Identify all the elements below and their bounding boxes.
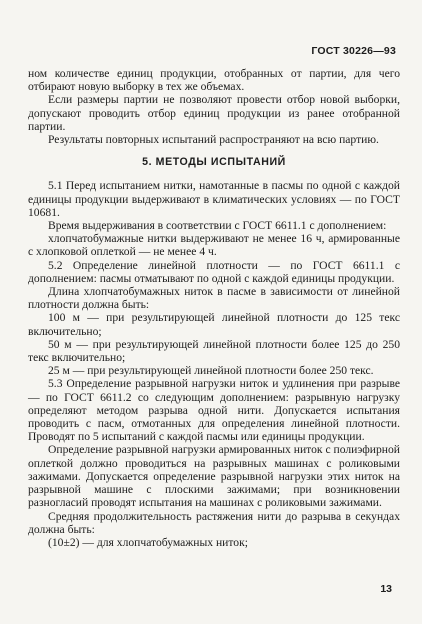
paragraph-cotton-duration: (10±2) — для хлопчатобумажных ниток;: [48, 535, 248, 549]
paragraph-conditioning-time: Время выдерживания в соответствии с ГОСТ 6611.1 с дополнением:: [48, 219, 387, 233]
paragraph-partial-lot: Если размеры партии не позволяют провести отбор новой выборки, допускают проводить отбор единиц продукции из ранее отобранной партии.: [28, 93, 400, 133]
paragraph-length-100: 100 м — при результирующей линейной плотности до 125 текс включительно;: [28, 311, 400, 338]
paragraph-length-25: 25 м — при результирующей линейной плотности более 250 текс.: [48, 364, 374, 378]
paragraph-retest-results: Результаты повторных испытаний распространяют на всю партию.: [48, 133, 379, 147]
paragraph-continuation: ном количестве единиц продукции, отобранных от партии, для чего отбирают новую выборку в тех же объемах.: [28, 67, 400, 94]
page-number: 13: [380, 583, 392, 595]
paragraph-5-3: 5.3 Определение разрывной нагрузки ниток и удлинения при разрыве — по ГОСТ 6611.2 со следующим дополнением: разрывную нагрузку определяют методом разрыва одной нити. Допускается испытания проводить с пасм, отмотанных для определения линейной плотности. Проводят по 5 испытаний с каждой пасмы или единицы продукции.: [28, 377, 400, 444]
document-body: [28, 67, 400, 549]
paragraph-stretch-duration: Средняя продолжительность растяжения нити до разрыва в секундах должна быть:: [28, 509, 400, 536]
standard-header: ГОСТ 30226—93: [311, 45, 396, 57]
paragraph-length-50: 50 м — при результирующей линейной плотности более 125 до 250 текс включительно;: [28, 337, 400, 365]
paragraph-skein-length: Длина хлопчатобумажных ниток в пасме в зависимости от линейной плотности должна быть:: [28, 285, 400, 312]
paragraph-reinforced-threads: Определение разрывной нагрузки армированных ниток с полиэфирной оплеткой должно проводиться на разрывных машинах с роликовыми зажимами. Допускается определение разрывной нагрузки этих ниток на разрывной машине с плоскими зажимами; при возникновении разногласий проводят испытания на машинах с роликовыми зажимами.: [28, 443, 400, 510]
paragraph-conditioning-hours: хлопчатобумажные нитки выдерживают не менее 16 ч, армированные с хлопковой оплеткой — не менее 4 ч.: [28, 232, 400, 259]
paragraph-5-1: 5.1 Перед испытанием нитки, намотанные в пасмы по одной с каждой единицы продукции выдерживают в климатических условиях — по ГОСТ 10681.: [28, 179, 400, 219]
paragraph-5-2: 5.2 Определение линейной плотности — по ГОСТ 6611.1 с дополнением: пасмы отматывают по одной с каждой единицы продукции.: [28, 258, 400, 285]
section-title: 5. МЕТОДЫ ИСПЫТАНИЙ: [142, 156, 286, 169]
